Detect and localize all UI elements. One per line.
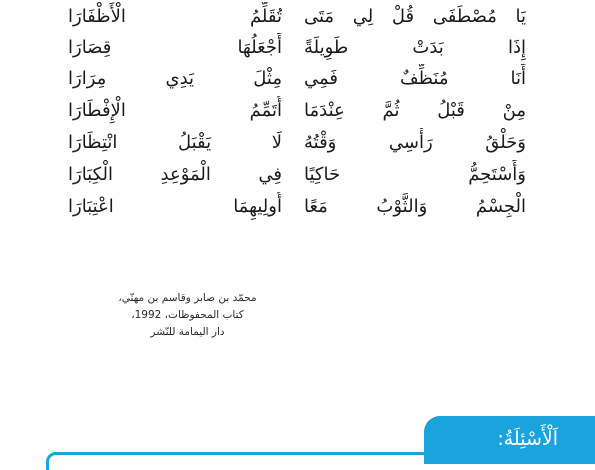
poem-verse [0, 2, 595, 32]
verse-first-hemistich: وَحَلْقُ رَأْسِي وَقْتُهُ [304, 132, 526, 153]
verse-second-hemistich: أُتَمِّمُ الْإِفْطَارَا [68, 100, 282, 121]
verse-first-hemistich: يَا مُصْطَفَى قُلْ لِي مَتَى [304, 6, 526, 27]
poem-verse [0, 33, 595, 63]
verse-first-hemistich: وَأَسْتَحِمُّ حَاكِيًا [304, 164, 526, 185]
poem-verse [0, 160, 595, 190]
citation-book: كتاب المحفوظات، 1992، [131, 309, 244, 321]
verse-second-hemistich: لَا يَقْبَلُ انْتِظَارَا [68, 132, 282, 153]
verse-first-hemistich: أَنَا مُنَظِّفٌ فَمِي [304, 68, 526, 89]
verse-second-hemistich: مِثْلَ يَدِي مِرَارَا [68, 68, 282, 89]
verse-second-hemistich: أَجْعَلُهَا قِصَارَا [68, 37, 282, 58]
verse-second-hemistich: تُقَلِّمُ الْأَظْفَارَا [68, 6, 282, 27]
citation-authors: محمّد بن صابر وقاسم بن مهنّي، [118, 292, 257, 304]
verse-first-hemistich: مِنْ قَبْلُ ثُمَّ عِنْدَمَا [304, 100, 526, 121]
verse-second-hemistich: أُولِيهِمَا اعْتِبَارَا [68, 196, 282, 217]
questions-heading: اَلْأَسْئِلَةُ: [497, 428, 558, 450]
source-citation [70, 290, 305, 341]
poem-verse [0, 128, 595, 158]
verse-first-hemistich: الْجِسْمُ وَالثَّوْبُ مَعًا [304, 196, 526, 217]
poem-verse [0, 64, 595, 94]
verse-first-hemistich: إِذَا بَدَتْ طَوِيلَةً [304, 37, 526, 58]
citation-publisher: دار اليمامة للنّشر [150, 326, 225, 338]
poem-verse [0, 192, 595, 222]
poem-verse [0, 96, 595, 126]
verse-second-hemistich: فِي الْمَوْعِدِ الْكِبَارَا [68, 164, 282, 185]
